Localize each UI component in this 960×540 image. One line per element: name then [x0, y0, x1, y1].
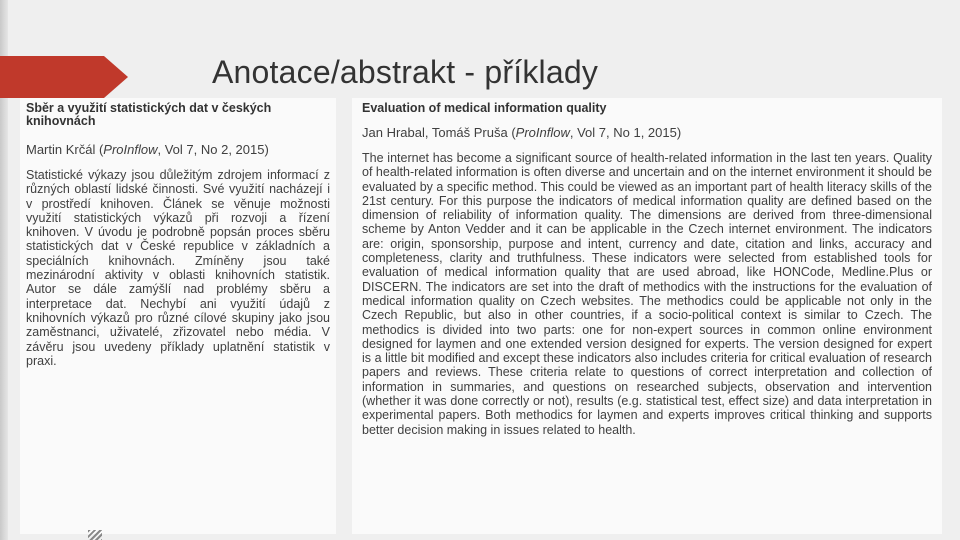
- bottom-hatch-decoration: [88, 530, 102, 540]
- left-article-citation: [26, 142, 330, 158]
- left-article-author: Martin Krčál (: [26, 142, 104, 157]
- right-article-title: Evaluation of medical information quality: [362, 101, 607, 115]
- title-arrow-decoration: [0, 56, 128, 98]
- slide-title: Anotace/abstrakt - příklady: [212, 54, 599, 90]
- right-article-volume: , Vol 7, No 1, 2015): [569, 125, 682, 140]
- left-abstract-panel: [20, 98, 336, 534]
- right-article-author: Jan Hrabal, Tomáš Pruša (: [362, 125, 516, 140]
- left-article-title: Sběr a využití statistických dat v českých knihovnách: [26, 101, 272, 128]
- right-abstract-panel: [352, 98, 942, 534]
- left-article-journal: ProInflow: [103, 142, 158, 157]
- right-article-citation: [362, 125, 932, 141]
- right-article-abstract: The internet has become a significant source of health-related information in the last ten years. Quality of health-related information is often diverse and uncertain and on the internet environment it should be evaluated by a specific method. This could be viewed as an important part of health literacy skills of the 21st century. For this purpose the indicators of medical information quality are defined based on the dimension of reliability of information quality. The dimensions are derived from three-dimensional scheme by Anton Vedder and it can be applicable in the Czech internet environment. The indicators are: origin, sponsorship, purpose and intent, currency and date, citation and links, accuracy and completeness, clarity and truthfulness. These indicators were selected from established tools for evaluation of medical information quality that are used abroad, like HONCode, Medline.Plus or DISCERN. The indicators are set into the draft of methodics with the instructions for the evaluation of medical information quality on Czech websites. The methodics could be applicable not only in the Czech Republic, but also in other countries, if a socio-political context is similar to Czech. The methodics is divided into two parts: one for non-expert sources in common online environment designed for laymen and one extended version designed for experts. The version designed for expert is a little bit modified and except these indicators also includes criteria for critical evaluation of research papers and reviews. These criteria relate to questions of correct interpretation and collection of information in summaries, and questions on researched subjects, observation and intervention (whether it was done correctly or not), results (e.g. statistical test, effect size) and data interpretation in experimental papers. Both methodics for laymen and experts improves critical thinking and supports better decision making in issues related to health.: [362, 151, 932, 437]
- left-article-abstract: Statistické výkazy jsou důležitým zdrojem informací z různých oblastí lidské činnosti. Své využití nacházejí i v prostředí knihoven. Článek se věnuje možnosti využití statistických výkazů při rozvoji a řízení knihoven. V úvodu je podrobně popsán proces sběru statistických dat v České republice v základních a speciálních knihovnách. Zmíněny jsou také mezinárodní aktivity v oblasti knihovních statistik. Autor se dále zamýšlí nad problémy sběru a interpretace dat. Nechybí ani využití údajů z knihovních výkazů pro různé cílové skupiny jako jsou zaměstnanci, uživatelé, zřizovatel nebo média. V závěru jsou uvedeny příklady uplatnění statistik v praxi.: [26, 168, 330, 368]
- left-article-volume: , Vol 7, No 2, 2015): [157, 142, 269, 157]
- right-article-journal: ProInflow: [515, 125, 570, 140]
